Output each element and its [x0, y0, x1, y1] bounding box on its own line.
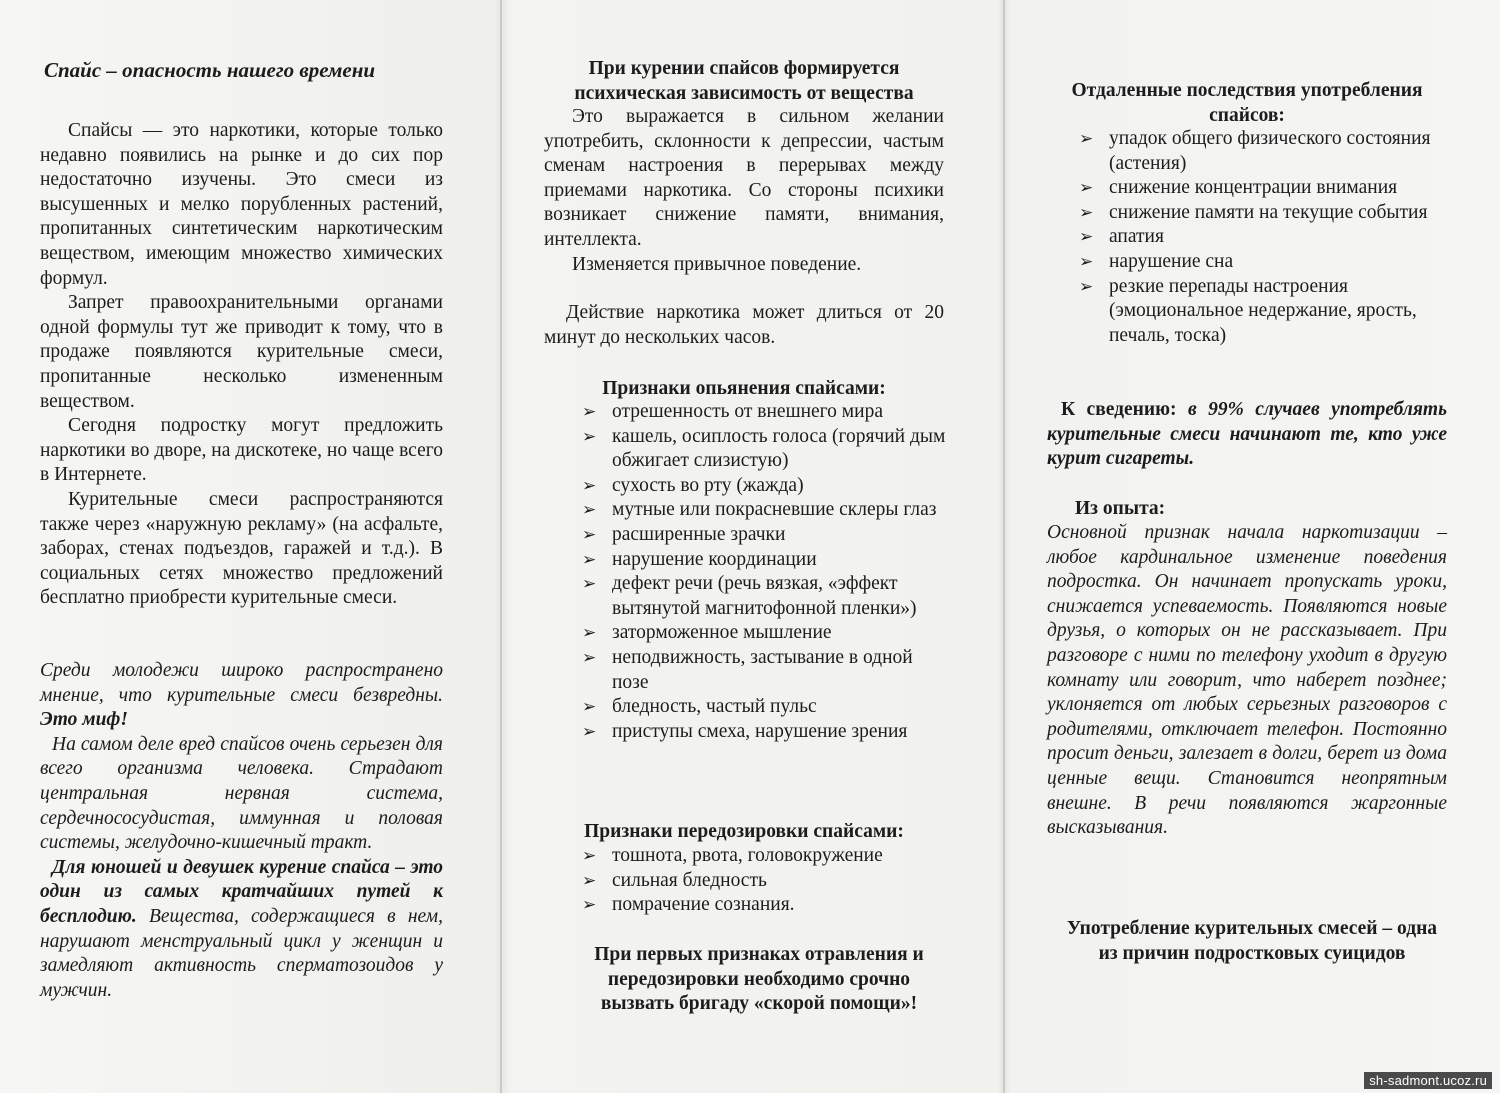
left-paragraph-advertising: Курительные смеси распространяются также через «наружную рекламу» (на асфальте, заборах, стенах подъездов, гаражей и т.д.). В социальных сетях множество предложений бесплатно приобрести курительные смеси.	[40, 488, 443, 609]
site-watermark: sh-sadmont.ucoz.ru	[1364, 1072, 1492, 1089]
infertility-emphasis: Для юношей и девушек курение спайса – это один из самых кратчайших путей к бесплодию.	[40, 856, 443, 927]
consequences-list-item: ➢ резкие перепады настроения (эмоциональное недержание, ярость, печаль, тоска)	[1071, 275, 1451, 349]
signs-list-item: ➢ дефект речи (речь вязкая, «эффект вытянутой магнитофонной пленки»)	[574, 572, 954, 621]
signs-list-item: ➢ сухость во рту (жажда)	[574, 474, 954, 499]
signs-list-item: ➢ приступы смеха, нарушение зрения	[574, 720, 954, 745]
left-title: Спайс – опасность нашего времени	[44, 58, 376, 82]
signs-list	[574, 400, 954, 744]
consequences-list-item: ➢ апатия	[1071, 225, 1451, 250]
emergency-warning: При первых признаках отравления и передозировки необходимо срочно вызвать бригаду «скорой помощи»!	[594, 944, 924, 1015]
fact-paragraph	[1047, 398, 1447, 472]
middle-heading: При курении спайсов формируется психическая зависимость от вещества	[574, 58, 914, 104]
left-paragraph-harm: На самом деле вред спайсов очень серьезен для всего организма человека. Страдают центральная нервная система, сердечнососудистая, иммунная и половая системы, желудочно-кишечный тракт.	[40, 733, 443, 854]
fold-line-left	[500, 0, 502, 1093]
middle-paragraph-behaviour: Изменяется привычное поведение.	[572, 253, 862, 275]
fact-label: К сведению:	[1061, 399, 1177, 420]
signs-list-item: ➢ расширенные зрачки	[574, 523, 954, 548]
infertility-text: Вещества, содержащиеся в нем, нарушают менструальный цикл у женщин и замедляют активность сперматозоидов у мужчин.	[40, 905, 443, 1001]
overdose-list-item: ➢ тошнота, рвота, головокружение	[574, 844, 954, 869]
overdose-list-item: ➢ помрачение сознания.	[574, 893, 954, 918]
overdose-list	[574, 844, 954, 918]
myth-text: Среди молодежи широко распространено мнение, что курительные смеси безвредны.	[40, 660, 443, 706]
signs-list-item: ➢ кашель, осиплость голоса (горячий дым обжигает слизистую)	[574, 425, 954, 474]
overdose-title: Признаки передозировки спайсами:	[584, 821, 904, 842]
consequences-list-item: ➢ упадок общего физического состояния (астения)	[1071, 127, 1451, 176]
left-paragraph-where: Сегодня подростку могут предложить наркотики во дворе, на дискотеке, но чаще всего в Интернете.	[40, 415, 443, 486]
left-paragraph-myth	[40, 659, 443, 733]
left-paragraph-spice-definition: Спайсы — это наркотики, которые только недавно появились на рынке и до сих пор недостаточно изучены. Это смеси из высушенных и мелко порубленных растений, пропитанных синтетическим наркотическим веществом, имеющим множество химических формул.	[40, 120, 443, 289]
overdose-list-item: ➢ сильная бледность	[574, 869, 954, 894]
middle-paragraph-duration: Действие наркотика может длиться от 20 минут до нескольких часов.	[544, 302, 944, 348]
middle-paragraph-dependence: Это выражается в сильном желании употребить, склонности к депрессии, частым сменам настроения в перерывах между приемами наркотика. Со стороны психики возникает снижение памяти, внимания, интеллекта.	[544, 106, 944, 250]
consequences-list	[1071, 127, 1451, 348]
closing-statement: Употребление курительных смесей – одна из причин подростковых суицидов	[1066, 918, 1438, 964]
fact-block	[1047, 398, 1447, 472]
consequences-list-item: ➢ снижение памяти на текущие события	[1071, 201, 1451, 226]
myth-emphasis: Это миф!	[40, 709, 128, 731]
fold-line-right	[1003, 0, 1005, 1093]
fact-text: в 99% случаев употреблять курительные смеси начинают те, кто уже курит сигареты.	[1047, 399, 1448, 470]
experience-text: Основной признак начала наркотизации – любое кардинальное изменение поведения подростка. Он начинает пропускать уроки, снижается успеваемость. Появляются новые друзья, о которых он не рассказывает. При разговоре с ними по телефону уходит в другую комнату или говорит, что наберет позднее; уклоняется от любых серьезных разговоров с родителями, отключает телефон. Постоянно просит деньги, залезает в долги, берет из дома ценные вещи. Становится неопрятным внешне. В речи появляются жаргонные высказывания.	[1047, 522, 1447, 839]
consequences-list-item: ➢ нарушение сна	[1071, 250, 1451, 275]
signs-list-item: ➢ мутные или покрасневшие склеры глаз	[574, 498, 954, 523]
signs-title: Признаки опьянения спайсами:	[602, 378, 886, 399]
consequences-title: Отдаленные последствия употребления спайсов:	[1071, 80, 1423, 126]
signs-list-item: ➢ неподвижность, застывание в одной позе	[574, 646, 954, 695]
signs-list-item: ➢ нарушение координации	[574, 548, 954, 573]
signs-list-item: ➢ отрешенность от внешнего мира	[574, 400, 954, 425]
consequences-list-item: ➢ снижение концентрации внимания	[1071, 176, 1451, 201]
left-paragraph-infertility	[40, 856, 443, 1004]
signs-list-item: ➢ заторможенное мышление	[574, 621, 954, 646]
left-paragraph-ban: Запрет правоохранительными органами одной формулы тут же приводит к тому, что в продаже появляются курительные смеси, пропитанные несколько измененным веществом.	[40, 292, 443, 412]
signs-list-item: ➢ бледность, частый пульс	[574, 695, 954, 720]
experience-title: Из опыта:	[1075, 498, 1166, 519]
